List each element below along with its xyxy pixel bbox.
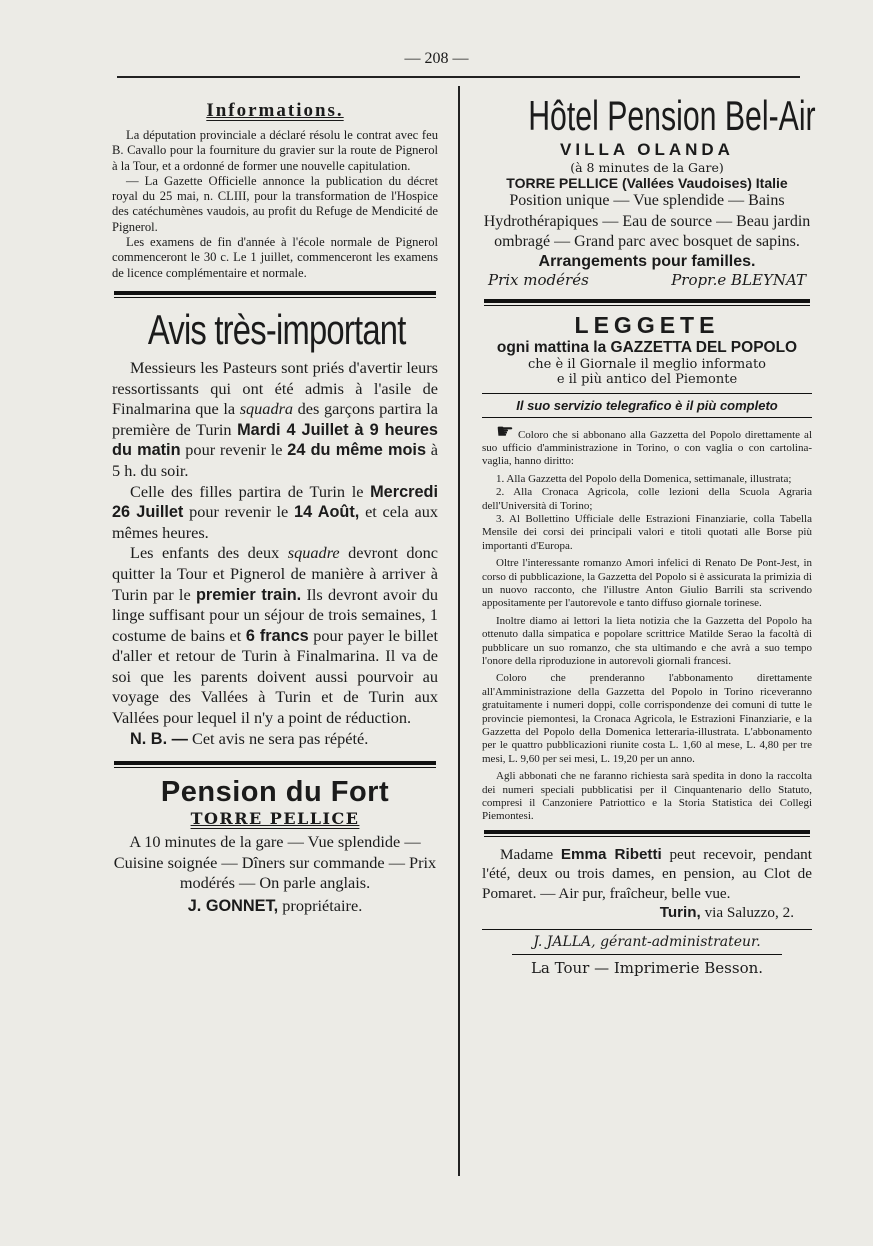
section-rule-thin [484,836,810,837]
thin-divider [482,417,812,418]
hotel-location: TORRE PELLICE (Vallées Vaudoises) Italie [506,175,788,191]
pension-owner: J. GONNET, propriétaire. [187,896,363,916]
pension-text: A 10 minutes de la gare — Vue splendide — Cuisine soignée — Dîners sur commande — Prix modérés — On parle anglais. [113,832,437,893]
gazzetta-paragraph-3: Inoltre diamo ai lettori la lieta notizia che la Gazzetta del Popolo ha ottenuto dalla simpatica e popolare scrittrice Matilde Serao la facoltà di pubblicare un suo romanzo, che sta ultimando e che avrà a suo tempo l'onore della riproduzione in autorevoli giornali francesi. [482,614,812,667]
gazzetta-paragraph-4: Coloro che prenderanno l'abbonamento direttamente all'Amministrazione della Gazzetta del Popolo in Torino riceveranno gratuitamente i numeri doppi, colle corrispondenze dei comuni di tutte le provincie piemontesi, la Cronaca Agricola, le Estrazioni Finanziarie, e la Gazzetta del Popolo della Domenica letteraria-illustrata. L'abbonamento per le quattro pubblicazioni riunite costa L. 1,60 al mese, L. 4,80 per tre mesi, L. 9,60 per sei mesi, L. 19,20 per un anno. [482,672,812,765]
section-rule-thin [114,297,436,298]
top-rule [117,76,800,78]
thin-divider [482,929,812,930]
pension-subtitle: TORRE PELLICE [190,809,360,829]
thin-divider [512,954,782,955]
printer-line: La Tour — Imprimerie Besson. [530,958,764,977]
section-rule-thin [484,305,810,306]
hotel-distance: (à 8 minutes de la Gare) [570,160,724,175]
info-paragraph-2: — La Gazette Officielle annonce la publication du décret royal du 25 mai, n. CLIII, pour la transformation de l'Hospice des catéchumènes vaudois, au profit du Refuge de Mendicité de Pignerol. [112,173,438,234]
column-divider [458,86,460,1176]
gazzetta-item-2: 2. Alla Cronaca Agricola, colle lezioni della Scuola Agraria dell'Università di Torino; [482,486,812,512]
hotel-section [482,92,816,289]
gazzetta-item-3: 3. Al Bollettino Ufficiale delle Estrazioni Finanziarie, colla Tabella Mensile dei corsi dei principali valori e titoli quotati alle Borse più importanti d'Europa. [482,512,812,552]
left-column [112,92,438,917]
leggete-title: LEGGETE [574,311,720,338]
avis-nb: N. B. — Cet avis ne sera pas répété. [130,728,369,748]
ribetti-address: Turin, via Saluzzo, 2. [659,904,794,922]
hotel-text: Position unique — Vue splendide — Bains Hydrothérapiques — Eau de source — Beau jardin ombragé — Grand parc avec bosquet de sapins. [483,192,811,250]
pension-fort-section [112,776,438,916]
gazzetta-paragraph-1: ☛ Coloro che si abbonano alla Gazzetta del Popolo direttamente al suo ufficio d'amministrazione in Torino, o con vaglia o con cartolina-vaglia, hanno diritto: [482,420,812,468]
gerant-line: J. JALLA, gérant-administrateur. [533,933,761,950]
section-rule [114,761,436,765]
gazzetta-servizio: Il suo servizio telegrafico è il più completo [516,397,778,413]
hotel-footer-line [482,271,812,289]
gazzetta-line-2: che è il Giornale il meglio informato [527,356,767,372]
page-number: — 208 — [404,50,469,67]
gazzetta-item-1: 1. Alla Gazzetta del Popolo della Domenica, settimanale, illustrata; [496,472,792,485]
informations-title: Informations. [206,100,344,121]
hotel-prix: Prix modérés [488,270,589,289]
hotel-proprietor: Propr.e BLEYNAT [671,270,806,289]
avis-title: Avis très-important [147,305,406,353]
section-rule [484,299,810,303]
hotel-title: Hôtel Pension Bel-Air [528,92,816,139]
ribetti-text: Madame Emma Ribetti peut recevoir, pendant l'été, deux ou trois dames, en pension, au Clot de Pomaret. — Air pur, fraîcheur, belle vue. [482,845,812,902]
avis-paragraph-2: Celle des filles partira de Turin le Mercredi 26 Juillet pour revenir le 14 Août, et cela aux mêmes heures. [112,481,439,542]
gazzetta-paragraph-5: Agli abbonati che ne faranno richiesta sarà spedita in dono la raccolta dei numeri speciali pubblicatisi per il Cinquantenario dello Statuto, compresi il Canzoniere Patriottico e la Storia Statistica dei Collegi Piemontesi. [482,770,812,823]
thin-divider [482,393,812,394]
section-rule [484,830,810,834]
avis-paragraph-3: Les enfants des deux squadre devront donc quitter la Tour et Pignerol de manière à arriver à Turin par le premier train. Ils devront avoir du linge suffisant pour un séjour de trois semaines, 1 costume de bains et 6 francs pour payer le billet d'aller et retour de Turin à Finalmarina. Il va de soi que les parents doivent aussi pourvoir au voyage des Vallées à Turin et de Turin aux Vallées pour lequel il n'y a point de réduction. [112,543,438,728]
info-paragraph-1: La députation provinciale a déclaré résolu le contrat avec feu B. Cavallo pour la fourniture du gravier sur la route de Pignerol à la Tour, et a ordonné de former une nouvelle capitulation. [112,128,438,173]
ribetti-section [482,845,812,923]
avis-section [112,306,438,749]
pension-title: Pension du Fort [160,776,390,809]
section-rule-thin [114,767,436,768]
info-paragraph-3: Les examens de fin d'année à l'école normale de Pignerol commenceront le 30 c. Le 1 juillet, commenceront les examens de licence complémentaire et normale. [112,235,438,280]
gazzetta-line-1: ogni mattina la GAZZETTA DEL POPOLO [496,338,798,356]
section-rule [114,291,436,295]
gazzetta-section [482,312,812,824]
pointing-hand-icon: ☛ [496,420,514,443]
right-column [482,92,816,977]
gazzetta-paragraph-2: Oltre l'interessante romanzo Amori infelici di Renato De Pont-Jest, in corso di pubblicazione, la Gazzetta del Popolo si è assicurata la primizia di un nuovo racconto, che l'illustre Anton Giulio Barrili sta scrivendo appositamente per l'autorevole e tanto diffuso giornale torinese. [482,557,812,610]
villa-name: VILLA OLANDA [560,140,734,159]
informations-section [112,100,438,281]
gazzetta-line-3: e il più antico del Piemonte [556,371,738,387]
hotel-arrangements: Arrangements pour familles. [538,252,756,270]
avis-paragraph-1: Messieurs les Pasteurs sont priés d'avertir leurs ressortissants qui ont été admis à l'asile de Finalmarina que la squadra des garçons partira la première de Turin Mardi 4 Juillet à 9 heures du matin pour revenir le 24 du même mois à 5 h. du soir. [112,357,438,480]
